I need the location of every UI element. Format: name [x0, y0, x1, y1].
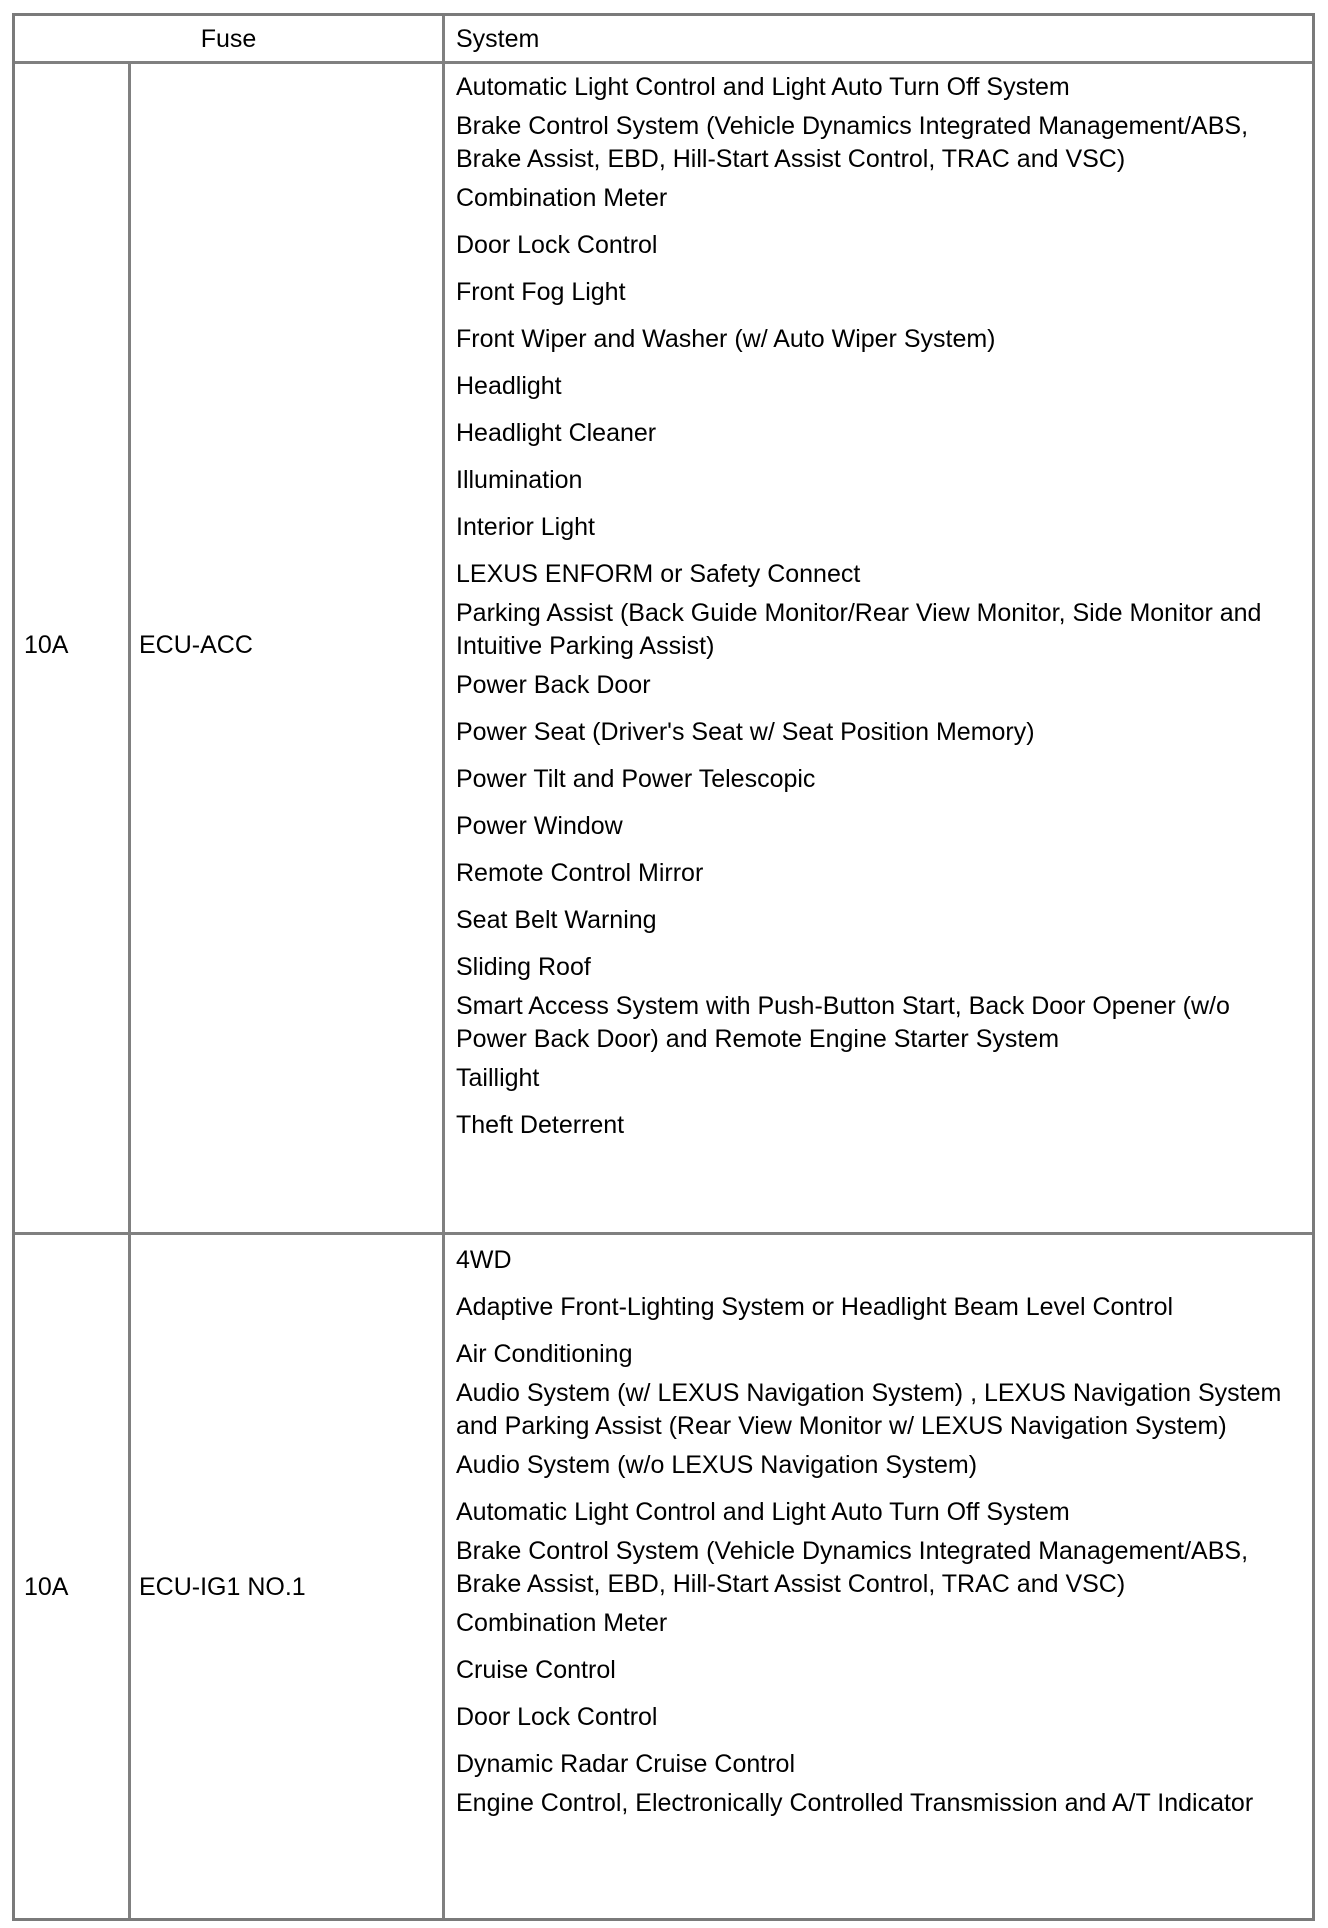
row2-system-item: Cruise Control	[456, 1656, 616, 1684]
row1-system-item: Smart Access System with Push-Button Start, Back Door Opener (w/o Power Back Door) and Remote Engine Starter System	[456, 992, 1230, 1053]
row1-fuse-name: ECU-ACC	[139, 631, 253, 659]
row2-system-item: Audio System (w/o LEXUS Navigation System)	[456, 1451, 978, 1479]
row1-system-item: Parking Assist (Back Guide Monitor/Rear View Monitor, Side Monitor and Intuitive Parking Assist)	[456, 599, 1262, 660]
row2-system-item: Dynamic Radar Cruise Control	[456, 1750, 796, 1778]
row1-system-item: Headlight Cleaner	[456, 419, 657, 447]
row1-system-item: Power Back Door	[456, 671, 651, 699]
row1-system-item: Interior Light	[456, 513, 595, 541]
row2-fuse-name: ECU-IG1 NO.1	[139, 1573, 306, 1601]
divider-fuse-system	[442, 16, 445, 1918]
row1-system-item: Power Window	[456, 812, 623, 840]
row2-system-item: 4WD	[456, 1246, 512, 1274]
row2-system-item: Engine Control, Electronically Controlled Transmission and A/T Indicator	[456, 1789, 1254, 1817]
row2-system-item: Automatic Light Control and Light Auto Turn Off System	[456, 1498, 1070, 1526]
row1-system-item: Front Fog Light	[456, 278, 626, 306]
row1-system-item: Front Wiper and Washer (w/ Auto Wiper System)	[456, 325, 996, 353]
row1-system-item: Taillight	[456, 1064, 540, 1092]
row2-system-item: Audio System (w/ LEXUS Navigation System) , LEXUS Navigation System and Parking Assist (Rear View Monitor w/ LEXUS Navigation System)	[456, 1379, 1282, 1440]
row1-system-item: Seat Belt Warning	[456, 906, 657, 934]
row1-system-item: Remote Control Mirror	[456, 859, 704, 887]
row1-system-item: Combination Meter	[456, 184, 668, 212]
row1-system-item: Illumination	[456, 466, 583, 494]
row2-system-item: Door Lock Control	[456, 1703, 658, 1731]
header-system: System	[456, 25, 540, 53]
divider-header	[15, 61, 1312, 64]
fuse-table	[12, 13, 1315, 1921]
row1-system-item: Power Tilt and Power Telescopic	[456, 765, 816, 793]
row1-system-item: Brake Control System (Vehicle Dynamics Integrated Management/ABS, Brake Assist, EBD, Hill-Start Assist Control, TRAC and VSC)	[456, 112, 1249, 173]
row2-system-item: Air Conditioning	[456, 1340, 633, 1368]
row2-amperage: 10A	[24, 1573, 69, 1601]
row1-amperage: 10A	[24, 631, 69, 659]
row1-system-item: Theft Deterrent	[456, 1111, 625, 1139]
row1-system-item: LEXUS ENFORM or Safety Connect	[456, 560, 861, 588]
row1-system-item: Automatic Light Control and Light Auto Turn Off System	[456, 73, 1070, 101]
divider-amp-name-row2	[128, 1235, 131, 1918]
row1-system-item: Headlight	[456, 372, 562, 400]
row1-system-item: Power Seat (Driver's Seat w/ Seat Position Memory)	[456, 718, 1035, 746]
header-fuse: Fuse	[200, 25, 257, 53]
row2-system-item: Adaptive Front-Lighting System or Headlight Beam Level Control	[456, 1293, 1174, 1321]
divider-amp-name-row1	[128, 62, 131, 1233]
row1-system-item: Sliding Roof	[456, 953, 591, 981]
row1-system-item: Door Lock Control	[456, 231, 658, 259]
row2-system-item: Brake Control System (Vehicle Dynamics Integrated Management/ABS, Brake Assist, EBD, Hill-Start Assist Control, TRAC and VSC)	[456, 1537, 1249, 1598]
divider-row	[15, 1232, 1312, 1235]
row2-system-list	[456, 1244, 1298, 1820]
row2-system-item: Combination Meter	[456, 1609, 668, 1637]
row1-system-list	[456, 71, 1298, 1142]
